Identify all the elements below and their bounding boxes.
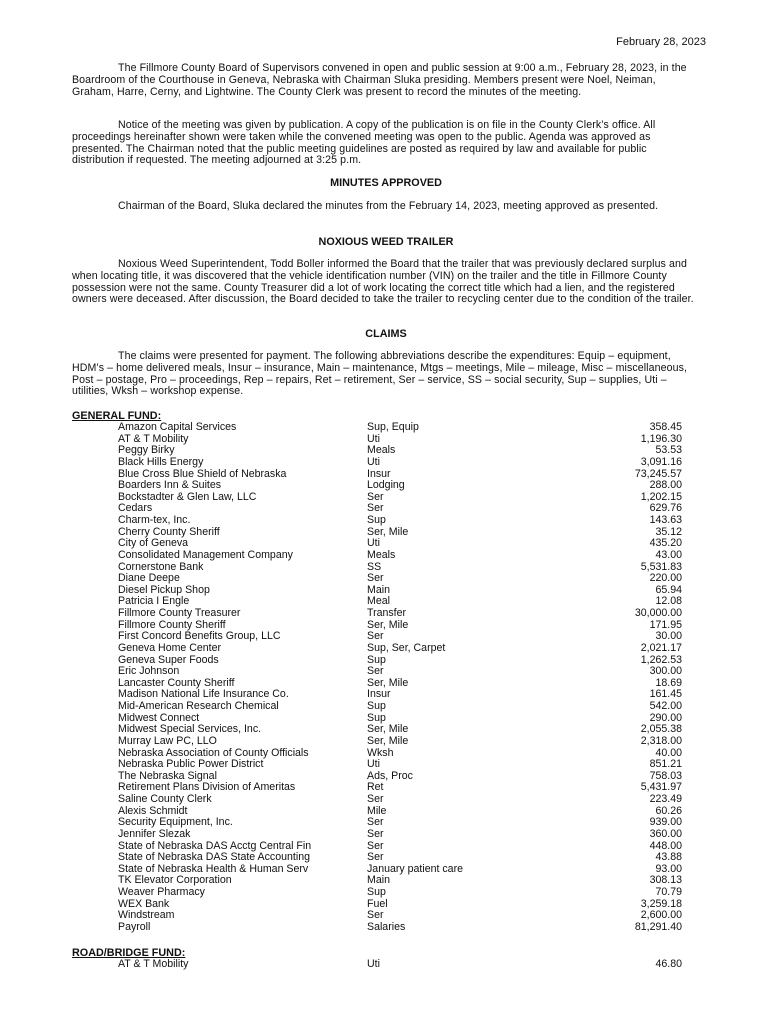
claim-amount: 43.00 <box>655 548 682 561</box>
claim-vendor: Cornerstone Bank <box>118 560 204 573</box>
claim-vendor: Retirement Plans Division of Ameritas <box>118 781 296 794</box>
claim-amount: 40.00 <box>655 746 682 759</box>
claim-expense: Fuel <box>367 897 388 910</box>
claim-expense: Uti <box>367 432 380 445</box>
claim-expense: Main <box>367 874 390 887</box>
claim-amount: 73,245.57 <box>634 467 682 480</box>
claim-row <box>0 608 770 620</box>
claim-amount: 12.08 <box>655 595 682 608</box>
claim-vendor: Cedars <box>118 502 153 515</box>
claim-vendor: Midwest Special Services, Inc. <box>118 723 262 736</box>
claim-row <box>0 829 770 841</box>
claim-row <box>0 852 770 864</box>
claim-amount: 939.00 <box>649 816 682 829</box>
claim-expense: Insur <box>367 467 391 480</box>
claim-expense: Ret <box>367 781 384 794</box>
claim-amount: 360.00 <box>649 827 682 840</box>
claim-vendor: Fillmore County Sheriff <box>118 618 226 631</box>
claim-amount: 46.80 <box>655 958 682 970</box>
claim-row <box>0 736 770 748</box>
claim-amount: 65.94 <box>655 583 682 596</box>
road-bridge-fund-title: ROAD/BRIDGE FUND: <box>72 947 186 959</box>
general-fund-title: GENERAL FUND: <box>72 410 162 422</box>
claim-vendor: Amazon Capital Services <box>118 421 237 433</box>
claim-amount: 1,196.30 <box>640 432 682 445</box>
notice-paragraph: Notice of the meeting was given by publication. A copy of the publication is on file in the County Clerk’s office. All proceedings hereinafter shown were taken while the convened meeting was open to the public. Agenda was approved as presented. The Chairman noted that the public meeting guidelines are posted as required by law and available for public distribution if requested. The meeting adjourned at 3:25 p.m. <box>72 119 656 167</box>
claim-amount: 2,055.38 <box>640 723 682 736</box>
claim-amount: 143.63 <box>649 514 682 526</box>
claim-vendor: Black Hills Energy <box>118 455 204 468</box>
claim-vendor: Boarders Inn & Suites <box>118 479 222 492</box>
claim-expense: Insur <box>367 688 391 701</box>
claim-amount: 3,091.16 <box>640 455 682 468</box>
claim-vendor: Weaver Pharmacy <box>118 886 205 898</box>
claim-amount: 3,259.18 <box>640 897 682 910</box>
claim-expense: Ads, Proc <box>367 769 413 782</box>
claim-amount: 5,431.97 <box>640 781 682 794</box>
claim-vendor: Murray Law PC, LLO <box>118 734 217 747</box>
claim-expense: Ser <box>367 630 384 643</box>
claim-amount: 2,318.00 <box>640 734 682 747</box>
claim-vendor: Consolidated Management Company <box>118 548 293 561</box>
claim-expense: Sup <box>367 700 386 712</box>
claim-amount: 70.79 <box>655 886 682 898</box>
claim-vendor: State of Nebraska DAS State Accounting <box>118 851 310 864</box>
claims-paragraph: The claims were presented for payment. The following abbreviations describe the expenditures: Equip – equipment, HDM’s – home delivered meals, Insur – insurance, Main – maintenance, Mtgs – meetings, Mile – mileage, Misc – miscellaneous, Post – postage, Pro – proceedings, Rep – repairs, Ret – retirement, Ser – service, SS – social security, Sup – supplies, Uti – utilities, Wksh – workshop expense. <box>72 350 688 398</box>
claim-amount: 300.00 <box>649 665 682 678</box>
claim-vendor: The Nebraska Signal <box>118 769 217 782</box>
claim-expense: Uti <box>367 455 380 468</box>
claim-expense: Uti <box>367 537 380 550</box>
claim-expense: Ser <box>367 827 384 840</box>
claim-amount: 358.45 <box>649 421 682 433</box>
claim-expense: Meal <box>367 595 390 608</box>
claim-row <box>0 515 770 527</box>
claim-expense: Ser <box>367 502 384 515</box>
claim-vendor: Charm-tex, Inc. <box>118 514 191 526</box>
claim-expense: Uti <box>367 958 380 970</box>
claim-vendor: Bockstadter & Glen Law, LLC <box>118 490 257 503</box>
claim-amount: 1,262.53 <box>640 653 682 666</box>
minutes-paragraph: Chairman of the Board, Sluka declared the minutes from the February 14, 2023, meeting approved as presented. <box>118 200 659 212</box>
noxious-weed-heading: NOXIOUS WEED TRAILER <box>318 236 454 248</box>
claim-row <box>0 759 770 771</box>
claim-amount: 758.03 <box>649 769 682 782</box>
claim-expense: Meals <box>367 548 396 561</box>
claim-amount: 161.45 <box>649 688 682 701</box>
claim-vendor: Alexis Schmidt <box>118 804 188 817</box>
claim-expense: Ser <box>367 572 384 585</box>
claim-amount: 43.88 <box>655 851 682 864</box>
claim-vendor: Geneva Home Center <box>118 641 222 654</box>
claim-expense: Ser <box>367 816 384 829</box>
claim-expense: Salaries <box>367 920 406 933</box>
claim-amount: 2,600.00 <box>640 909 682 922</box>
claim-row <box>0 457 770 469</box>
claim-amount: 2,021.17 <box>640 641 682 654</box>
claim-expense: Ser <box>367 490 384 503</box>
claim-expense: SS <box>367 560 382 573</box>
claim-amount: 53.53 <box>655 444 682 457</box>
claim-amount: 30,000.00 <box>634 607 682 619</box>
claim-vendor: Windstream <box>118 909 175 922</box>
claim-expense: Ser, Mile <box>367 676 409 689</box>
claim-amount: 5,531.83 <box>640 560 682 573</box>
claim-row <box>0 922 770 934</box>
claim-vendor: AT & T Mobility <box>118 432 189 445</box>
claim-amount: 81,291.40 <box>634 920 682 933</box>
claim-row <box>0 550 770 562</box>
noxious-weed-paragraph: Noxious Weed Superintendent, Todd Boller informed the Board that the trailer that was previously declared surplus and when locating title, it was discovered that the vehicle identification number (VIN) on the trailer and the title in Fillmore County possession were not the same. County Treasurer did a lot of work locating the correct title which had a lien, and the registered owners were deceased. After discussion, the Board decided to take the trailer to recycling center due to the condition of the trailer. <box>72 258 694 306</box>
claim-vendor: Nebraska Public Power District <box>118 758 264 771</box>
claim-expense: Sup, Equip <box>367 421 419 433</box>
claim-amount: 93.00 <box>655 862 682 875</box>
claim-vendor: Patricia I Engle <box>118 595 190 608</box>
claim-expense: Ser, Mile <box>367 723 409 736</box>
claim-expense: Main <box>367 583 390 596</box>
claim-row <box>0 422 770 434</box>
claim-row <box>0 701 770 713</box>
claim-vendor: State of Nebraska DAS Acctg Central Fin <box>118 839 312 852</box>
claim-expense: Ser <box>367 665 384 678</box>
claim-expense: Ser, Mile <box>367 734 409 747</box>
road-bridge-fund-claims-list <box>0 959 770 971</box>
claim-amount: 1,202.15 <box>640 490 682 503</box>
claim-expense: Ser <box>367 839 384 852</box>
claim-expense: Ser <box>367 793 384 805</box>
claim-amount: 171.95 <box>649 618 682 631</box>
claim-vendor: Nebraska Association of County Officials <box>118 746 309 759</box>
claim-amount: 435.20 <box>649 537 682 550</box>
claim-vendor: Blue Cross Blue Shield of Nebraska <box>118 467 287 480</box>
claim-vendor: Diesel Pickup Shop <box>118 583 210 596</box>
general-fund-claims-list <box>0 422 770 934</box>
claim-expense: Meals <box>367 444 396 457</box>
claim-amount: 288.00 <box>649 479 682 492</box>
claim-amount: 223.49 <box>649 793 682 805</box>
claim-amount: 308.13 <box>649 874 682 887</box>
claim-vendor: AT & T Mobility <box>118 958 189 970</box>
claim-expense: Sup <box>367 653 386 666</box>
claim-expense: Mile <box>367 804 387 817</box>
claim-amount: 851.21 <box>649 758 682 771</box>
claim-expense: Ser, Mile <box>367 618 409 631</box>
claim-row <box>0 480 770 492</box>
claim-amount: 18.69 <box>655 676 682 689</box>
claim-vendor: Eric Johnson <box>118 665 180 678</box>
claim-amount: 542.00 <box>649 700 682 712</box>
claim-vendor: Lancaster County Sheriff <box>118 676 235 689</box>
claim-expense: Sup, Ser, Carpet <box>367 641 446 654</box>
intro-paragraph: The Fillmore County Board of Supervisors convened in open and public session at 9:00 a.m., February 28, 2023, in the Boardroom of the Courthouse in Geneva, Nebraska with Chairman Sluka presiding. Members present were Noel, Neiman, Graham, Harre, Cerny, and Lightwine. The County Clerk was present to record the minutes of the meeting. <box>72 62 687 98</box>
claim-expense: Sup <box>367 886 386 898</box>
claim-amount: 35.12 <box>655 525 682 538</box>
claim-expense: Sup <box>367 711 386 724</box>
claim-row <box>0 643 770 655</box>
claim-expense: Ser <box>367 851 384 864</box>
claim-vendor: TK Elevator Corporation <box>118 874 232 887</box>
claim-vendor: Payroll <box>118 920 151 933</box>
claim-vendor: Security Equipment, Inc. <box>118 816 233 829</box>
claim-amount: 60.26 <box>655 804 682 817</box>
claim-row <box>0 959 770 971</box>
claim-row <box>0 887 770 899</box>
claim-row <box>0 666 770 678</box>
claim-vendor: State of Nebraska Health & Human Serv <box>118 862 309 875</box>
claim-amount: 448.00 <box>649 839 682 852</box>
claim-expense: Lodging <box>367 479 405 492</box>
minutes-approved-heading: MINUTES APPROVED <box>330 177 442 189</box>
claim-expense: Transfer <box>367 607 407 619</box>
claim-vendor: Jennifer Slezak <box>118 827 191 840</box>
claim-vendor: Geneva Super Foods <box>118 653 219 666</box>
claim-vendor: Cherry County Sheriff <box>118 525 220 538</box>
claim-expense: January patient care <box>367 862 463 875</box>
claim-expense: Ser, Mile <box>367 525 409 538</box>
claim-vendor: Diane Deepe <box>118 572 180 585</box>
claim-amount: 629.76 <box>649 502 682 515</box>
claim-amount: 220.00 <box>649 572 682 585</box>
claim-vendor: WEX Bank <box>118 897 170 910</box>
claim-expense: Ser <box>367 909 384 922</box>
claim-vendor: Peggy Birky <box>118 444 175 457</box>
claim-amount: 290.00 <box>649 711 682 724</box>
claim-vendor: Fillmore County Treasurer <box>118 607 241 619</box>
claim-vendor: Midwest Connect <box>118 711 200 724</box>
claim-vendor: City of Geneva <box>118 537 189 550</box>
claim-amount: 30.00 <box>655 630 682 643</box>
claim-expense: Uti <box>367 758 380 771</box>
claim-vendor: Madison National Life Insurance Co. <box>118 688 289 701</box>
claim-vendor: Mid-American Research Chemical <box>118 700 279 712</box>
document-date: February 28, 2023 <box>616 36 706 48</box>
claim-row <box>0 573 770 585</box>
claims-heading: CLAIMS <box>365 328 407 340</box>
claim-expense: Wksh <box>367 746 394 759</box>
claim-row <box>0 794 770 806</box>
claim-vendor: Saline County Clerk <box>118 793 212 805</box>
claim-vendor: First Concord Benefits Group, LLC <box>118 630 281 643</box>
claim-expense: Sup <box>367 514 386 526</box>
